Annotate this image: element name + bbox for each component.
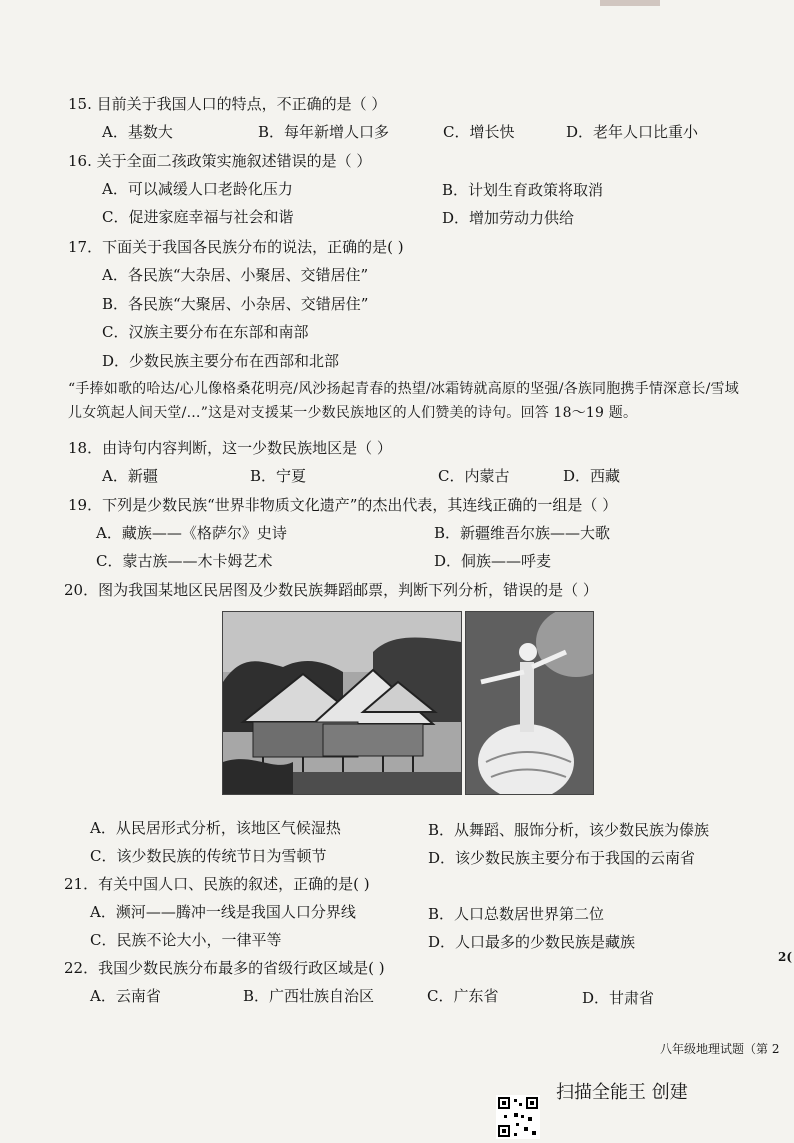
question-16-option-d: D．增加劳动力供给 (442, 209, 575, 227)
question-22-option-c: C．广东省 (427, 987, 499, 1005)
poem-passage: “手捧如歌的哈达/心儿像格桑花明亮/风沙扬起青春的热望/冰霜铸就高原的坚强/各族同胞携手情深意长/雪域儿女筑起人间天堂/…”这是对支援某一少数民族地区的人们赞美的诗句。回答 18～19 题。 (68, 381, 739, 421)
question-18-option-d: D．西藏 (563, 467, 621, 485)
question-17-option-b: B．各民族“大聚居、小杂居、交错居住” (102, 295, 369, 313)
question-22-option-a: A．云南省 (90, 987, 161, 1005)
question-15-stem: 15. 目前关于我国人口的特点，不正确的是（ ） (68, 95, 387, 113)
question-16-option-c: C．促进家庭幸福与社会和谐 (102, 208, 294, 226)
question-17-option-c: C．汉族主要分布在东部和南部 (102, 323, 309, 341)
question-22-option-d: D．甘肃省 (582, 989, 655, 1007)
page-edge-mark: 2( (778, 950, 793, 964)
question-19-option-d: D．侗族——呼麦 (434, 552, 552, 570)
question-18-option-b: B．宁夏 (250, 467, 307, 485)
scan-artifact (600, 0, 660, 6)
question-21-option-a: A．濒河——腾冲一线是我国人口分界线 (90, 903, 356, 921)
question-18-option-a: A．新疆 (102, 467, 158, 485)
question-16-option-b: B．计划生育政策将取消 (442, 181, 604, 199)
question-19-option-a: A．藏族——《格萨尔》史诗 (96, 524, 287, 542)
question-15-option-a: A．基数大 (102, 123, 173, 141)
peacock-dance-stamp (465, 611, 594, 795)
question-19-option-b: B．新疆维吾尔族——大歌 (434, 524, 611, 542)
question-18-stem: 18．由诗句内容判断，这一少数民族地区是（ ） (68, 439, 392, 457)
question-15-option-b: B．每年新增人口多 (258, 123, 390, 141)
question-21-option-d: D．人口最多的少数民族是藏族 (428, 933, 636, 951)
question-20-option-d: D．该少数民族主要分布于我国的云南省 (428, 849, 696, 867)
question-22-option-b: B．广西壮族自治区 (243, 987, 375, 1005)
scanner-watermark: 扫描全能王 创建 (556, 1082, 688, 1103)
question-15-option-d: D．老年人口比重小 (566, 123, 699, 141)
question-15-option-c: C．增长快 (443, 123, 515, 141)
question-20-stem: 20．图为我国某地区民居图及少数民族舞蹈邮票，判断下列分析，错误的是（ ） (64, 581, 598, 599)
stilt-house-photo (222, 611, 462, 795)
question-19-option-c: C．蒙古族——木卡姆艺术 (96, 552, 273, 570)
stilt-house-illustration (223, 612, 461, 794)
question-17-option-d: D．少数民族主要分布在西部和北部 (102, 352, 340, 370)
question-20-option-a: A．从民居形式分析，该地区气候湿热 (90, 819, 341, 837)
question-16-stem: 16. 关于全面二孩政策实施叙述错误的是（ ） (68, 152, 372, 170)
question-17-stem: 17．下面关于我国各民族分布的说法，正确的是( ) (68, 238, 404, 256)
question-18-option-c: C．内蒙古 (438, 467, 510, 485)
qr-code-icon (496, 1095, 540, 1139)
question-21-option-b: B．人口总数居世界第二位 (428, 905, 605, 923)
question-20-option-b: B．从舞蹈、服饰分析，该少数民族为傣族 (428, 821, 710, 839)
question-21-option-c: C．民族不论大小，一律平等 (90, 931, 282, 949)
question-21-stem: 21．有关中国人口、民族的叙述，正确的是( ) (64, 875, 370, 893)
question-19-stem: 19．下列是少数民族“世界非物质文化遗产”的杰出代表，其连线正确的一组是（ ） (68, 496, 618, 514)
question-20-option-c: C．该少数民族的传统节日为雪顿节 (90, 847, 327, 865)
question-16-option-a: A．可以减缓人口老龄化压力 (102, 180, 293, 198)
peacock-dancer-illustration (466, 612, 593, 794)
question-17-option-a: A．各民族“大杂居、小聚居、交错居住” (102, 266, 369, 284)
exam-footer-label: 八年级地理试题（第 2 (660, 1042, 780, 1056)
question-22-stem: 22．我国少数民族分布最多的省级行政区域是( ) (64, 959, 385, 977)
